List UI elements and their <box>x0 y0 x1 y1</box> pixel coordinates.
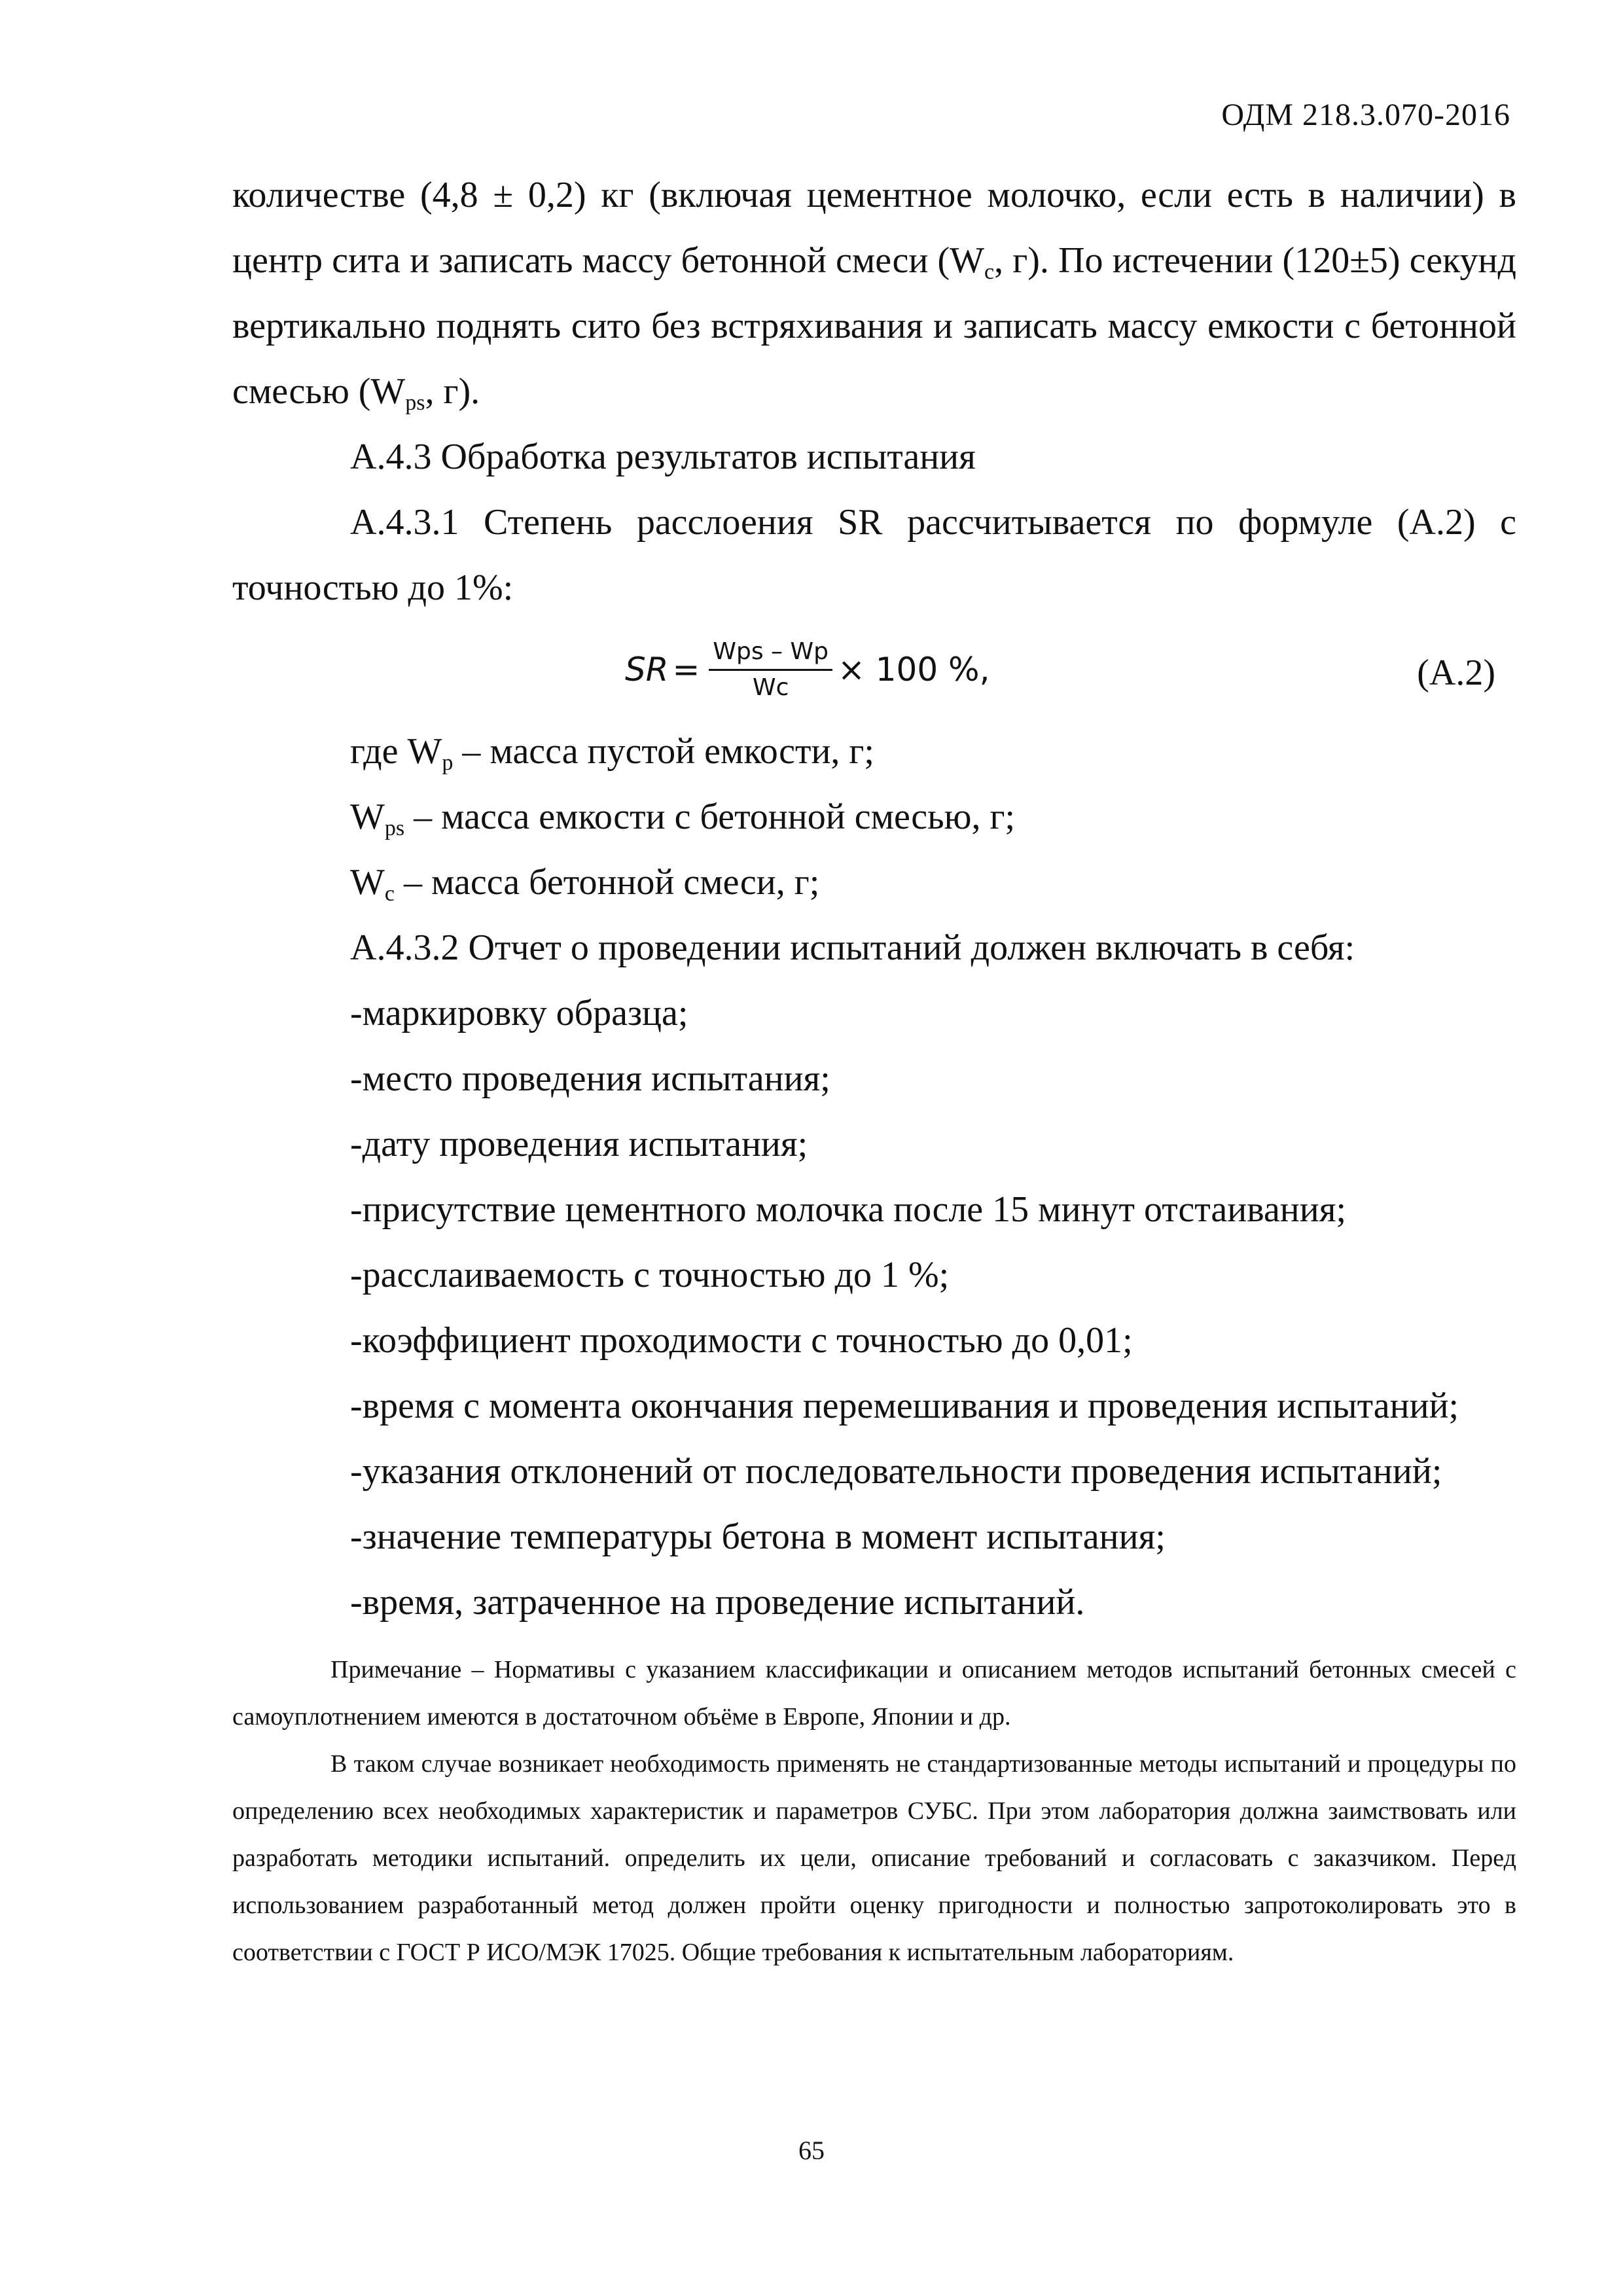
page-number: 65 <box>798 2136 825 2165</box>
wc-text: – масса бетонной смеси, г; <box>394 862 820 903</box>
formula-equals: = <box>672 651 700 689</box>
report-item: -присутствие цементного молочка после 15 минут отстаивания; <box>350 1189 1347 1230</box>
wps-prefix: W <box>350 797 385 837</box>
where-wp <box>232 719 1516 784</box>
formula-number: (А.2) <box>1417 653 1495 693</box>
formula-denominator: Wc <box>752 673 789 701</box>
document-code-header: ОДМ 218.3.070-2016 <box>1221 98 1510 132</box>
report-item: -коэффициент проходимости с точностью до 0,01; <box>350 1320 1133 1361</box>
report-item: -значение температуры бетона в момент испытания; <box>350 1516 1166 1557</box>
report-item: -расслаиваемость с точностью до 1 %; <box>350 1255 950 1295</box>
intro-text-1: количестве (4,8 ± 0,2) кг (включая цементное молочко, если есть в наличии) в центр сита и записать массу бетонной смеси (W <box>232 175 1516 281</box>
formula-a2 <box>232 620 1516 719</box>
report-item: -маркировку образца; <box>350 993 688 1033</box>
section-a431: А.4.3.1 Степень расслоения SR рассчитывается по формуле (А.2) с точностью до 1%: <box>232 502 1516 608</box>
intro-text-3: , г). <box>425 371 480 412</box>
wps-subscript: ps <box>384 816 405 840</box>
note-paragraph-1: Примечание – Нормативы с указанием классификации и описанием методов испытаний бетонных смесей с самоуплотнением имеются в достаточном объёме в Европе, Японии и др. <box>232 1656 1516 1731</box>
note-paragraph-2: В таком случае возникает необходимость применять не стандартизованные методы испытаний и процедуры по определению всех необходимых характеристик и параметров СУБС. При этом лаборатория должна заимствовать или разработать методики испытаний. определить их цели, описание требований и согласовать с заказчиком. Перед использованием разработанный метод должен пройти оценку пригодности и полностью запротоколировать это в соответствии с ГОСТ Р ИСО/МЭК 17025. Общие требования к испытательным лабораториям. <box>232 1750 1516 1966</box>
main-text <box>232 162 1516 1635</box>
report-item: -время, затраченное на проведение испытаний. <box>350 1582 1085 1623</box>
wc-prefix: W <box>350 862 385 903</box>
intro-paragraph <box>232 162 1516 424</box>
wc-subscript: c <box>384 882 395 906</box>
formula-numerator: Wps – Wp <box>709 637 832 671</box>
formula-rhs: × 100 %, <box>837 651 990 689</box>
formula-lhs: SR <box>625 651 669 689</box>
formula-fraction <box>709 637 832 702</box>
subscript-c: c <box>984 260 995 284</box>
where-wps <box>232 784 1516 850</box>
report-item: -дату проведения испытания; <box>350 1124 808 1164</box>
note-block <box>232 1646 1516 1976</box>
report-item: -место проведения испытания; <box>350 1058 830 1099</box>
wps-text: – масса емкости с бетонной смесью, г; <box>404 797 1016 837</box>
wp-text: – масса пустой емкости, г; <box>453 731 874 772</box>
formula-expression <box>625 620 990 719</box>
section-heading-a43: А.4.3 Обработка результатов испытания <box>350 437 976 477</box>
intro-text-2: , г). По истечении (120±5) секунд вертикально поднять сито без встряхивания и записать массу емкости с бетонной смесью (W <box>232 240 1517 412</box>
where-wc <box>232 850 1516 915</box>
wp-prefix: где W <box>350 731 442 772</box>
subscript-ps: ps <box>405 391 425 415</box>
report-item: -указания отклонений от последовательности проведения испытаний; <box>350 1451 1442 1492</box>
report-item: -время с момента окончания перемешивания и проведения испытаний; <box>350 1386 1459 1426</box>
section-a432: А.4.3.2 Отчет о проведении испытаний должен включать в себя: <box>350 927 1355 968</box>
wp-subscript: p <box>442 751 454 775</box>
